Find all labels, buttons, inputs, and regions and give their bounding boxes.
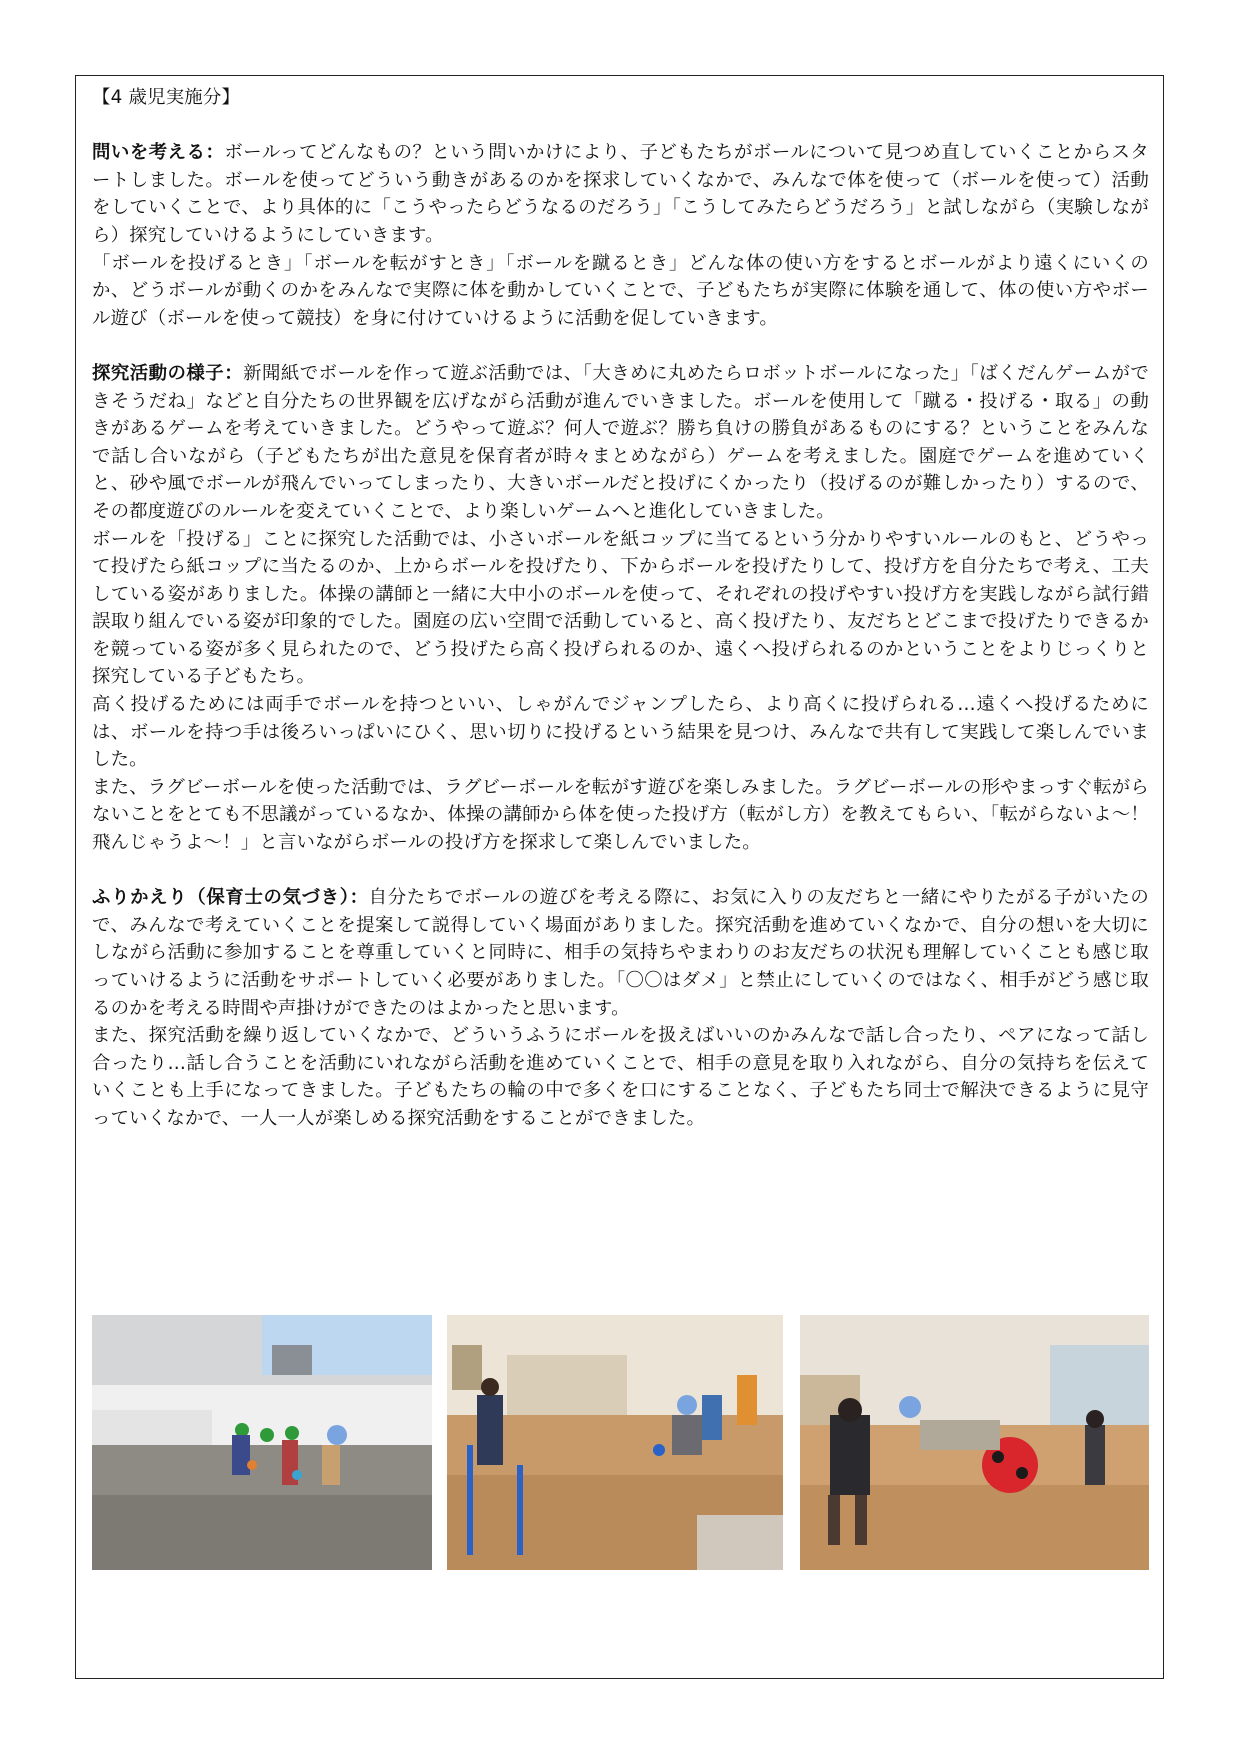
playground-image [92,1315,432,1570]
document-body [92,84,1149,1133]
red-ball-image [800,1315,1149,1570]
photo-playground [92,1315,432,1570]
photo-red-ball [800,1315,1149,1570]
activity-heading: 探究活動の様子： [92,362,244,384]
reflection-text-1: 自分たちでボールの遊びを考える際に、お気に入りの友だちと一緒にやりたがる子がいたので、みんなで考えていくことを提案して説得していく場面がありました。探究活動を進めていくなかで、自分の想いを大切にしながら活動に参加することを尊重していくと同時に、相手の気持ちやまわりのお友だちの状況も理解していくことも感じ取っていけるように活動をサポートしていく必要がありました。「〇〇はダメ」と禁止にしていくのではなく、相手がどう感じ取るのかを考える時間や声掛けができたのはよかったと思います。 [92,887,1149,1019]
activity-paragraph-3: 高く投げるためには両手でボールを持つといい、しゃがんでジャンプしたら、より高くに投げられる…遠くへ投げるためには、ボールを持つ手は後ろいっぱいにひく、思い切りに投げるという結果を見つけ、みんなで共有して実践して楽しんでいました。 [92,694,1149,771]
section-label: 【4 歳児実施分】 [92,87,241,108]
reflection-heading: ふりかえり（保育士の気づき）： [92,887,369,909]
activity-text-1: 新聞紙でボールを作って遊ぶ活動では、「大きめに丸めたらロボットボールになった」「ばくだんゲームができそうだね」などと自分たちの世界観を広げながら活動が進んでいきました。ボールを使用して「蹴る・投げる・取る」の動きがあるゲームを考えていきました。どうやって遊ぶ？何人で遊ぶ？勝ち負けの勝負があるものにする？ということをみんなで話し合いながら（子どもたちが出た意見を保育者が時々まとめながら）ゲームを考えました。園庭でゲームを進めていくと、砂や風でボールが飛んでいってしまったり、大きいボールだと投げにくかったり（投げるのが難しかったり）するので、その都度遊びのルールを変えていくことで、より楽しいゲームへと進化していきました。 [92,362,1149,522]
photo-row [92,1315,1149,1570]
intro-paragraph-1 [92,139,1149,249]
activity-paragraph-2: ボールを「投げる」ことに探究した活動では、小さいボールを紙コップに当てるという分かりやすいルールのもと、どうやって投げたら紙コップに当たるのか、上からボールを投げたり、下からボールを投げたりして、投げ方を自分たちで考え、工夫している姿がありました。体操の講師と一緒に大中小のボールを使って、それぞれの投げやすい投げ方を実践しながら試行錯誤取り組んでいる姿が印象的でした。園庭の広い空間で活動していると、高く投げたり、友だちとどこまで投げたりできるかを競っている姿が多く見られたので、どう投げたら高く投げられるのか、遠くへ投げられるのかということをよりじっくりと探究している子どもたち。 [92,528,1149,688]
reflection-paragraph-2: また、探究活動を繰り返していくなかで、どういうふうにボールを扱えばいいのかみんなで話し合ったり、ペアになって話し合ったり…話し合うことを活動にいれながら活動を進めていくことで、相手の意見を取り入れながら、自分の気持ちを伝えていくことも上手になってきました。子どもたちの輪の中で多くを口にすることなく、子どもたち同士で解決できるように見守っていくなかで、一人一人が楽しめる探究活動をすることができました。 [92,1025,1149,1129]
activity-paragraph-1 [92,360,1149,526]
indoor-hall-image [447,1315,783,1570]
reflection-paragraph-1 [92,884,1149,1022]
intro-text-1: ボールってどんなもの？という問いかけにより、子どもたちがボールについて見つめ直していくことからスタートしました。ボールを使ってどういう動きがあるのかを探求していくなかで、みんなで体を使って（ボールを使って）活動をしていくことで、より具体的に「こうやったらどうなるのだろう」「こうしてみたらどうだろう」と試しながら（実験しながら）探究していけるようにしていきます。 [92,142,1149,246]
intro-paragraph-2: 「ボールを投げるとき」「ボールを転がすとき」「ボールを蹴るとき」どんな体の使い方をするとボールがより遠くにいくのか、どうボールが動くのかをみんなで実際に体を動かしていくことで、子どもたちが実際に体験を通して、体の使い方やボール遊び（ボールを使って競技）を身に付けていけるように活動を促していきます。 [92,252,1149,329]
photo-indoor-hall [447,1315,783,1570]
activity-paragraph-4: また、ラグビーボールを使った活動では、ラグビーボールを転がす遊びを楽しみました。ラグビーボールの形やまっすぐ転がらないことをとても不思議がっているなか、体操の講師から体を使った投げ方（転がし方）を教えてもらい、「転がらないよ～！飛んじゃうよ～！」と言いながらボールの投げ方を探求して楽しんでいました。 [92,776,1149,854]
intro-heading: 問いを考える： [92,142,225,164]
